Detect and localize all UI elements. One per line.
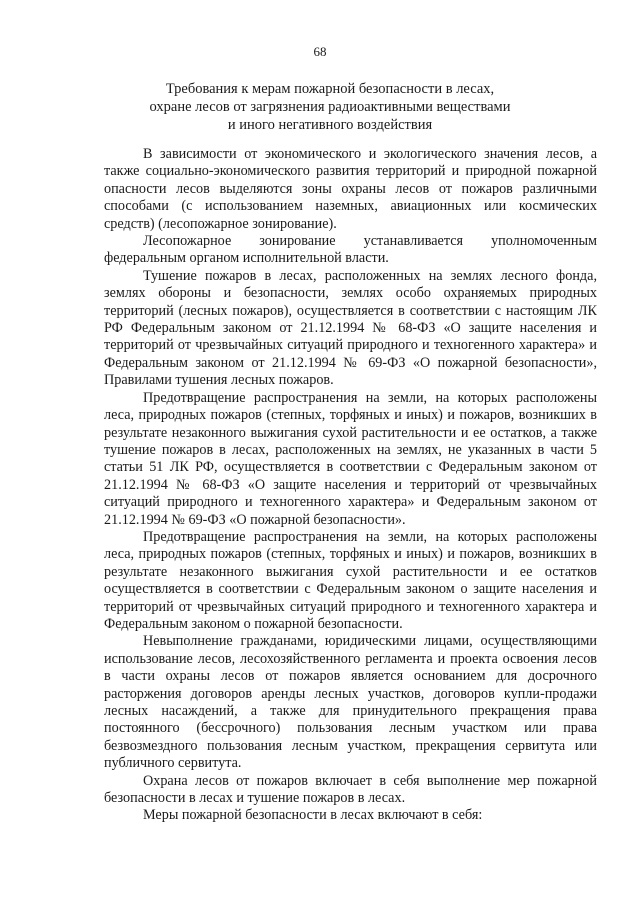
paragraph: В зависимости от экономического и экологического значения лесов, а также социально-экономического развития территорий и природной пожарной опасности лесов выделяются зоны охраны лесов от пожаров различными способами (с использованием наземных, авиационных или космических средств) (лесопожарное зонирование). xyxy=(104,146,597,232)
page-number: 68 xyxy=(313,44,327,59)
title-line: и иного негативного воздействия xyxy=(227,117,433,133)
paragraph: Охрана лесов от пожаров включает в себя выполнение мер пожарной безопасности в лесах и тушение пожаров в лесах. xyxy=(104,772,597,807)
title-line: Требования к мерам пожарной безопасности в лесах, xyxy=(165,81,495,97)
paragraph: Лесопожарное зонирование устанавливается уполномоченным федеральным органом исполнительной власти. xyxy=(104,233,597,267)
title-line: охране лесов от загрязнения радиоактивными веществами xyxy=(149,99,511,115)
paragraph: Предотвращение распространения на земли, на которых расположены леса, природных пожаров (степных, торфяных и иных) и пожаров, возникших в результате незаконного выжигания сухой растительности и ее остатков, а также тушение пожаров в лесах, расположенных на землях, не указанных в части 5 статьи 51 ЛК РФ, осуществляется в соответствии с Федеральным законом от 21.12.1994 № 68-ФЗ «О защите населения и территорий от чрезвычайных ситуаций природного и техногенного характера» и Федеральным законом от 21.12.1994 № 69-ФЗ «О пожарной безопасности». xyxy=(104,389,597,528)
paragraph: Меры пожарной безопасности в лесах включают в себя: xyxy=(143,807,483,824)
paragraph: Невыполнение гражданами, юридическими лицами, осуществляющими использование лесов, лесохозяйственного регламента и проекта освоения лесов в части охраны лесов от пожаров является основанием для досрочного расторжения договоров аренды лесных участков, договоров купли-продажи лесных насаждений, а также для принудительного прекращения права постоянного (бессрочного) пользования лесным участком или права безвозмездного пользования лесным участком, прекращения сервитута или публичного сервитута. xyxy=(104,633,597,772)
paragraph: Предотвращение распространения на земли, на которых расположены леса, природных пожаров (степных, торфяных и иных) и пожаров, возникших в результате незаконного выжигания сухой растительности и ее остатков осуществляется в соответствии с Федеральным законом о защите населения и территорий от чрезвычайных ситуаций природного и техногенного характера и Федеральным законом о пожарной безопасности. xyxy=(104,528,597,632)
page-title xyxy=(100,80,560,134)
document-body xyxy=(104,146,597,825)
paragraph: Тушение пожаров в лесах, расположенных на землях лесного фонда, землях обороны и безопасности, землях особо охраняемых природных территорий (лесных пожаров), осуществляется в соответствии с настоящим ЛК РФ Федеральным законом от 21.12.1994 № 68-ФЗ «О защите населения и территорий от чрезвычайных ситуаций природного и техногенного характера» и Федеральным законом от 21.12.1994 № 69-ФЗ «О пожарной безопасности», Правилами тушения лесных пожаров. xyxy=(104,267,597,389)
